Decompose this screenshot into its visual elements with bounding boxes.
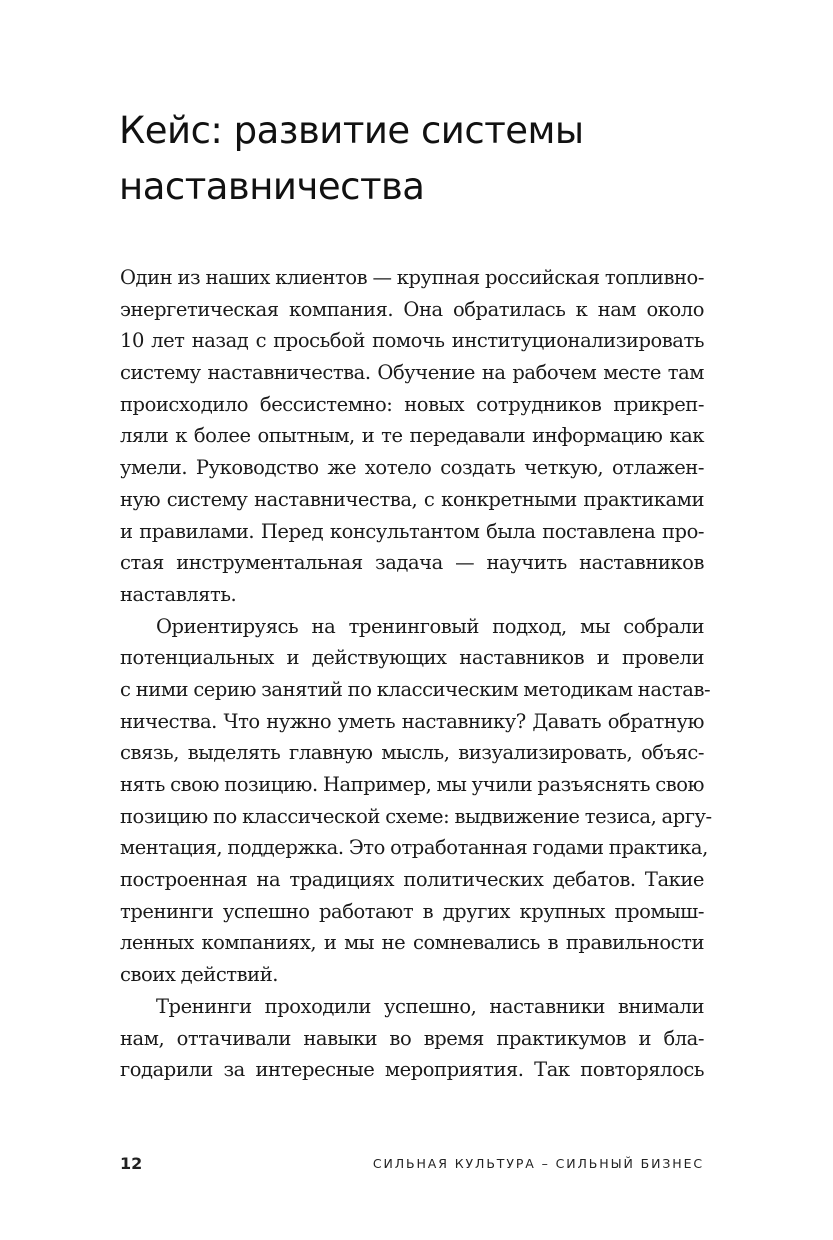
text-line: происходило бессистемно: новых сотрудников прикреп- bbox=[120, 392, 704, 416]
text-line: ментация, поддержка. Это отработанная годами практика, bbox=[120, 836, 708, 860]
text-line: нять свою позицию. Например, мы учили разъяснять свою bbox=[120, 773, 705, 796]
text-line: Ориентируясь на тренинговый подход, мы собрали bbox=[156, 614, 704, 638]
text-line: наставлять. bbox=[120, 582, 237, 606]
heading-line: наставничества bbox=[119, 165, 425, 208]
page-number: 12 bbox=[120, 1154, 143, 1173]
text-line: своих действий. bbox=[120, 963, 279, 987]
text-line: ленных компаниях, и мы не сомневались в правильности bbox=[120, 931, 704, 955]
running-title: СИЛЬНАЯ КУЛЬТУРА – СИЛЬНЫЙ БИЗНЕС bbox=[372, 1156, 704, 1171]
text-line: связь, выделять главную мысль, визуализировать, объяс- bbox=[120, 741, 704, 765]
text-line: умели. Руководство же хотело создать четкую, отлажен- bbox=[120, 456, 704, 480]
text-line: и правилами. Перед консультантом была поставлена про- bbox=[120, 519, 704, 543]
text-line: ную систему наставничества, с конкретными практиками bbox=[120, 487, 704, 511]
body-text bbox=[120, 262, 712, 1086]
text-line: энергетическая компания. Она обратилась к нам около bbox=[120, 297, 704, 321]
page-footer bbox=[120, 1152, 704, 1176]
text-line: тренинги успешно работают в других крупных промыш- bbox=[120, 899, 704, 923]
text-line: потенциальных и действующих наставников и провели bbox=[120, 646, 704, 670]
text-line: Тренинги проходили успешно, наставники внимали bbox=[156, 994, 704, 1018]
heading-line: Кейс: развитие системы bbox=[119, 109, 584, 152]
text-line: построенная на традициях политических дебатов. Такие bbox=[120, 868, 704, 892]
text-line: Один из наших клиентов — крупная российская топливно- bbox=[120, 266, 704, 289]
text-line: нам, оттачивали навыки во время практикумов и бла- bbox=[120, 1026, 704, 1050]
text-line: годарили за интересные мероприятия. Так повторялось bbox=[120, 1058, 704, 1082]
text-line: с ними серию занятий по классическим методикам настав- bbox=[120, 677, 711, 701]
text-line: стая инструментальная задача — научить наставников bbox=[120, 551, 704, 575]
chapter-heading bbox=[119, 103, 719, 215]
text-line: ляли к более опытным, и те передавали информацию как bbox=[120, 424, 704, 448]
text-line: систему наставничества. Обучение на рабочем месте там bbox=[120, 361, 704, 385]
text-line: ничества. Что нужно уметь наставнику? Давать обратную bbox=[120, 709, 704, 733]
text-line: 10 лет назад с просьбой помочь институционализировать bbox=[120, 329, 704, 353]
text-line: позицию по классической схеме: выдвижение тезиса, аргу- bbox=[120, 804, 712, 828]
